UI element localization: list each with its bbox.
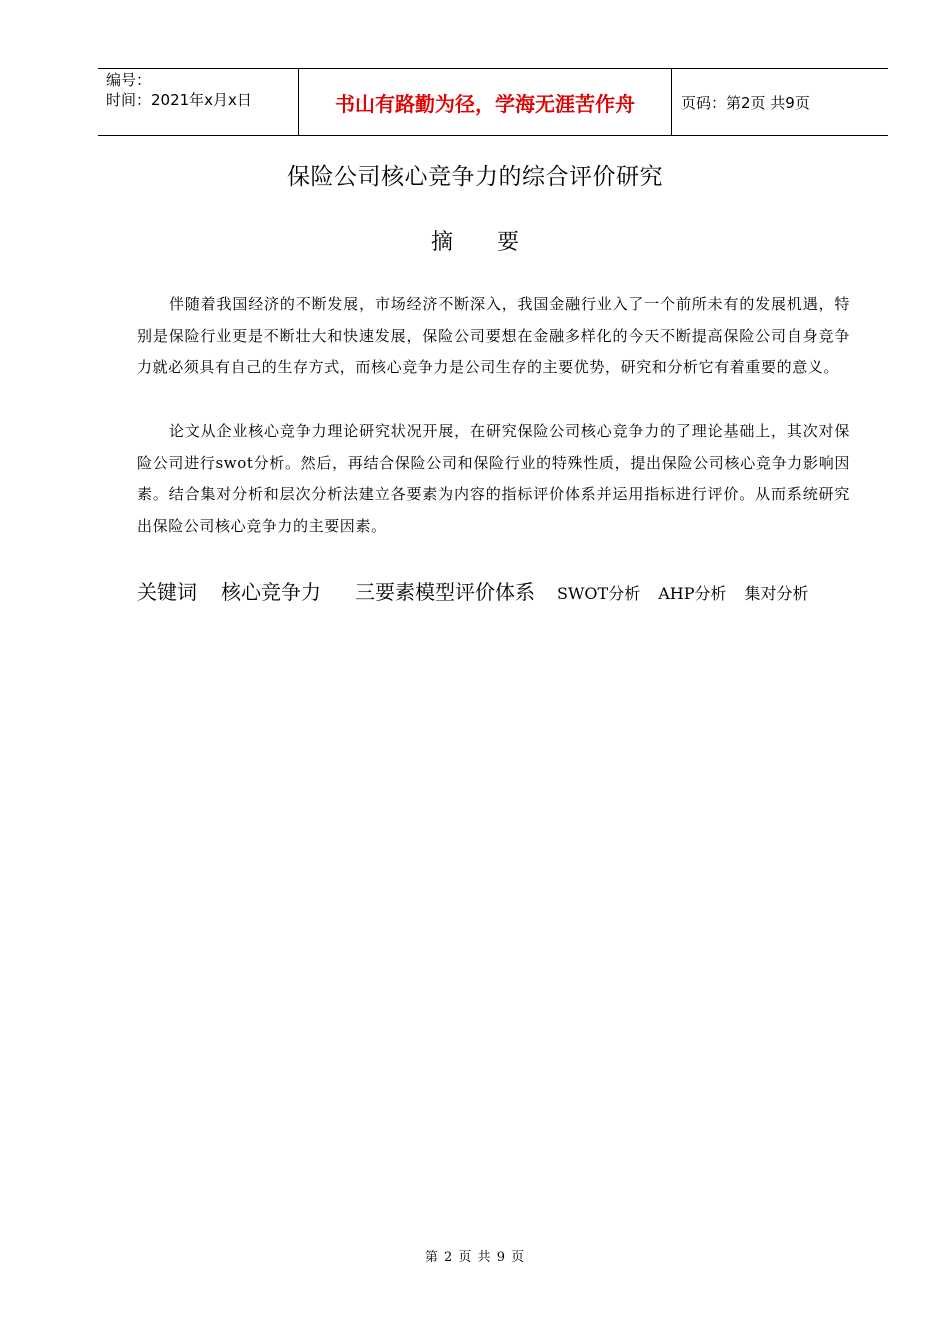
abstract-heading: [0, 225, 950, 256]
abstract-heading-right: 要: [497, 230, 520, 255]
motto-text: 书山有路勤为径，学海无涯苦作舟: [335, 91, 635, 116]
keyword-item: 核心竞争力: [221, 580, 321, 604]
keyword-item: 三要素模型评价体系: [355, 580, 535, 604]
serial-label: 编号：: [106, 71, 152, 89]
abstract-paragraph-2: 论文从企业核心竞争力理论研究状况开展，在研究保险公司核心竞争力的了理论基础上，其次对保险公司进行swot分析。然后，再结合保险公司和保险行业的特殊性质，提出保险公司核心竞争力影响因素。结合集对分析和层次分析法建立各要素为内容的指标评价体系并运用指标进行评价。从而系统研究出保险公司核心竞争力的主要因素。: [137, 422, 850, 535]
header-page-info: [672, 69, 888, 135]
keyword-item: 集对分析: [744, 584, 809, 603]
page-info-text: 页码：第2页 共9页: [681, 93, 810, 112]
document-title: 保险公司核心竞争力的综合评价研究: [287, 164, 663, 190]
time-label: 时间：2021年x月x日: [106, 91, 252, 109]
keyword-item: SWOT分析: [557, 584, 641, 603]
abstract-paragraph-1: 伴随着我国经济的不断发展，市场经济不断深入，我国金融行业入了一个前所未有的发展机遇，特别是保险行业更是不断壮大和快速发展，保险公司要想在金融多样化的今天不断提高保险公司自身竞争力就必须具有自己的生存方式，而核心竞争力是公司生存的主要优势，研究和分析它有着重要的意义。: [137, 295, 850, 376]
keyword-item: AHP分析: [658, 584, 727, 603]
keywords-label: 关键词: [137, 580, 197, 604]
footer-page-number: 第 2 页 共 9 页: [424, 1250, 526, 1265]
keywords-line: [137, 576, 877, 605]
abstract-heading-left: 摘: [430, 230, 453, 255]
page-header: [98, 68, 888, 136]
header-motto-cell: [299, 69, 672, 135]
header-meta: [98, 69, 299, 135]
